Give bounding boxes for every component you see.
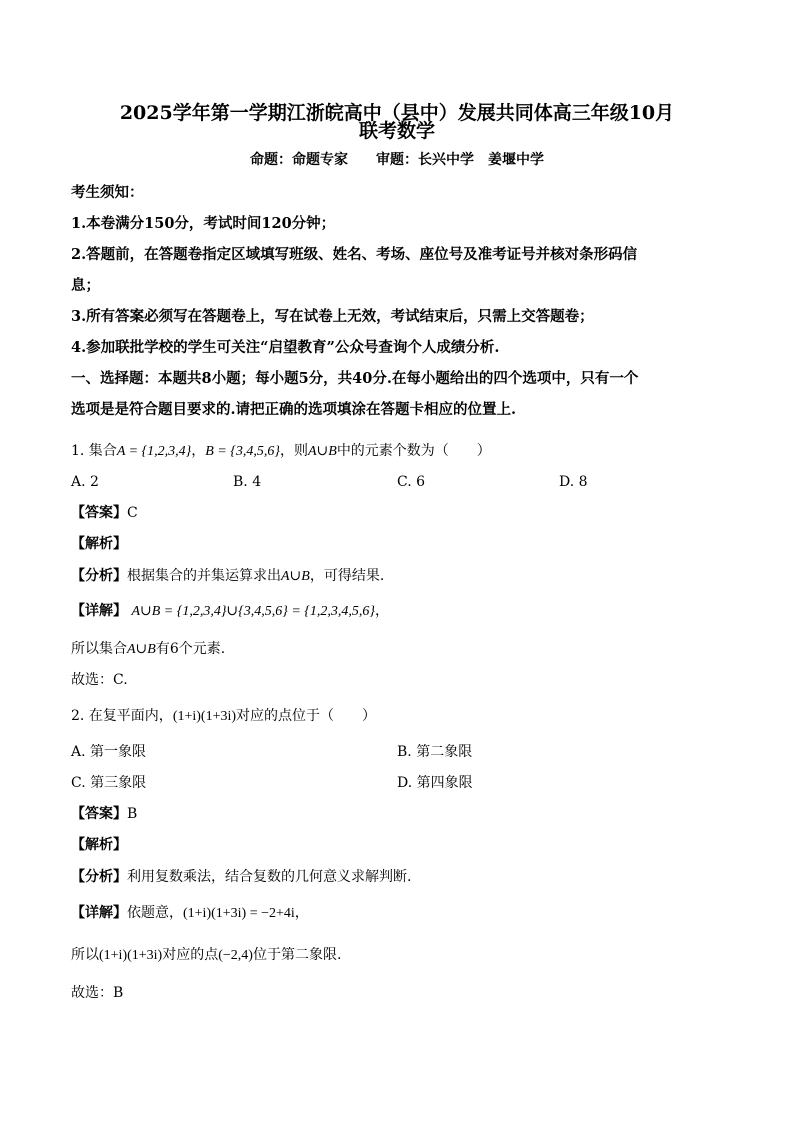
- exam-title: 2025学年第一学期江浙皖高中（县中）发展共同体高三年级10月: [119, 102, 675, 124]
- q1-fenxi: 【分析】根据集合的并集运算求出A∪B，可得结果.: [71, 568, 385, 584]
- notice-item-2: 2.答题前，在答题卷指定区域填写班级、姓名、考场、座位号及准考证号并核对条形码信: [71, 246, 638, 263]
- q2-option-c: C. 第三象限: [71, 775, 147, 791]
- q2-option-d: D. 第四象限: [397, 775, 473, 791]
- notice-item-2-cont: 息；: [71, 277, 100, 294]
- q1-stem: 1. 集合A = {1,2,3,4}，B = {3,4,5,6}，则A∪B中的元素个数为（ ）: [71, 443, 491, 459]
- notice-heading: 考生须知：: [71, 184, 144, 201]
- authors-line: 命题：命题专家 审题：长兴中学 姜堰中学: [250, 152, 544, 168]
- q1-detail: 【详解】 A∪B = {1,2,3,4}∪{3,4,5,6} = {1,2,3,4,5,6}，: [71, 603, 390, 619]
- q1-option-b: B. 4: [233, 474, 262, 490]
- notice-item-4: 4.参加联批学校的学生可关注“启望教育”公众号查询个人成绩分析.: [71, 339, 500, 356]
- section1-instructions: 一、选择题：本题共8小题；每小题5分，共40分.在每小题给出的四个选项中，只有一个: [71, 370, 639, 387]
- notice-item-1: 1.本卷满分150分，考试时间120分钟；: [71, 215, 336, 232]
- q2-detail: 【详解】依题意，(1+i)(1+3i) = −2+4i，: [71, 905, 309, 921]
- q2-conclusion: 所以(1+i)(1+3i)对应的点(−2,4)位于第二象限.: [71, 947, 342, 963]
- q2-fenxi: 【分析】利用复数乘法，结合复数的几何意义求解判断.: [71, 869, 412, 885]
- q2-answer: 【答案】B: [71, 806, 138, 822]
- notice-item-3: 3.所有答案必须写在答题卷上，写在试卷上无效，考试结束后，只需上交答题卷；: [71, 308, 594, 325]
- q2-stem: 2. 在复平面内，(1+i)(1+3i)对应的点位于（ ）: [71, 708, 377, 724]
- q2-option-a: A. 第一象限: [71, 744, 147, 760]
- q2-choice: 故选：B: [71, 985, 124, 1001]
- q1-option-d: D. 8: [559, 474, 588, 490]
- q1-analysis-heading: 【解析】: [71, 536, 127, 552]
- q1-conclusion: 所以集合A∪B有6个元素.: [71, 641, 226, 657]
- q1-option-c: C. 6: [397, 474, 426, 490]
- q2-analysis-heading: 【解析】: [71, 837, 127, 853]
- q1-option-a: A. 2: [71, 474, 99, 490]
- section1-instructions-cont: 选项是是符合题目要求的.请把正确的选项填涂在答题卡相应的位置上.: [71, 401, 517, 418]
- exam-subtitle: 联考数学: [358, 120, 435, 142]
- q2-option-b: B. 第二象限: [397, 744, 473, 760]
- q1-choice: 故选：C.: [71, 672, 128, 688]
- q1-answer: 【答案】C: [71, 505, 138, 521]
